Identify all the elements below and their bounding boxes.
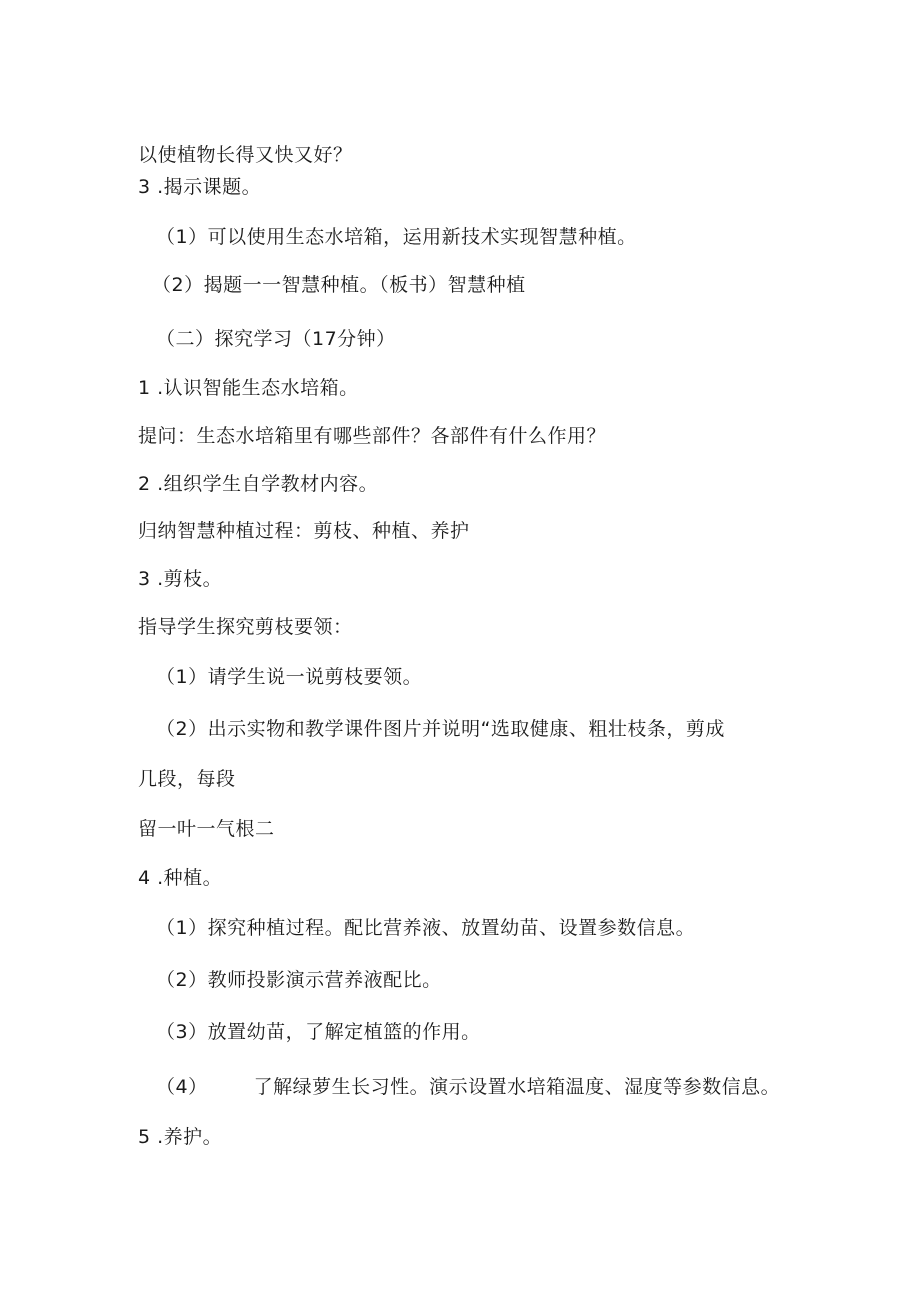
list-item-heading: 2 .组织学生自学教材内容。 [138, 473, 379, 495]
sub-item-number: （4） [156, 1076, 208, 1098]
text-line: 留一叶一气根二 [138, 818, 275, 840]
sub-item: （3）放置幼苗，了解定植篮的作用。 [156, 1021, 481, 1043]
sub-item-text: 了解绿萝生长习性。演示设置水培箱温度、湿度等参数信息。 [253, 1076, 781, 1098]
text-line: 提问：生态水培箱里有哪些部件？各部件有什么作用？ [138, 425, 607, 447]
list-item-heading: 5 .养护。 [138, 1126, 223, 1148]
sub-item: （1）可以使用生态水培箱，运用新技术实现智慧种植。 [156, 226, 637, 248]
text-line: 归纳智慧种植过程：剪枝、种植、养护 [138, 520, 470, 542]
section-heading: （二）探究学习（17分钟） [156, 328, 396, 350]
sub-item [156, 1075, 780, 1099]
text-line: 指导学生探究剪枝要领： [138, 616, 353, 638]
sub-item: （1）探究种植过程。配比营养液、放置幼苗、设置参数信息。 [156, 917, 696, 939]
sub-item: （1）请学生说一说剪枝要领。 [156, 666, 423, 688]
list-item-heading: 4 .种植。 [138, 867, 223, 889]
list-item-heading: 3 .揭示课题。 [138, 176, 262, 198]
list-item-heading: 1 .认识智能生态水培箱。 [138, 377, 359, 399]
sub-item: （2）揭题一一智慧种植。（板书）智慧种植 [152, 274, 526, 296]
list-item-heading: 3 .剪枝。 [138, 568, 223, 590]
sub-item: （2）教师投影演示营养液配比。 [156, 969, 442, 991]
text-line: 几段，每段 [138, 768, 236, 790]
sub-item: （2）出示实物和教学课件图片并说明“选取健康、粗壮枝条，剪成 [156, 718, 725, 740]
text-line: 以使植物长得又快又好？ [138, 144, 353, 166]
